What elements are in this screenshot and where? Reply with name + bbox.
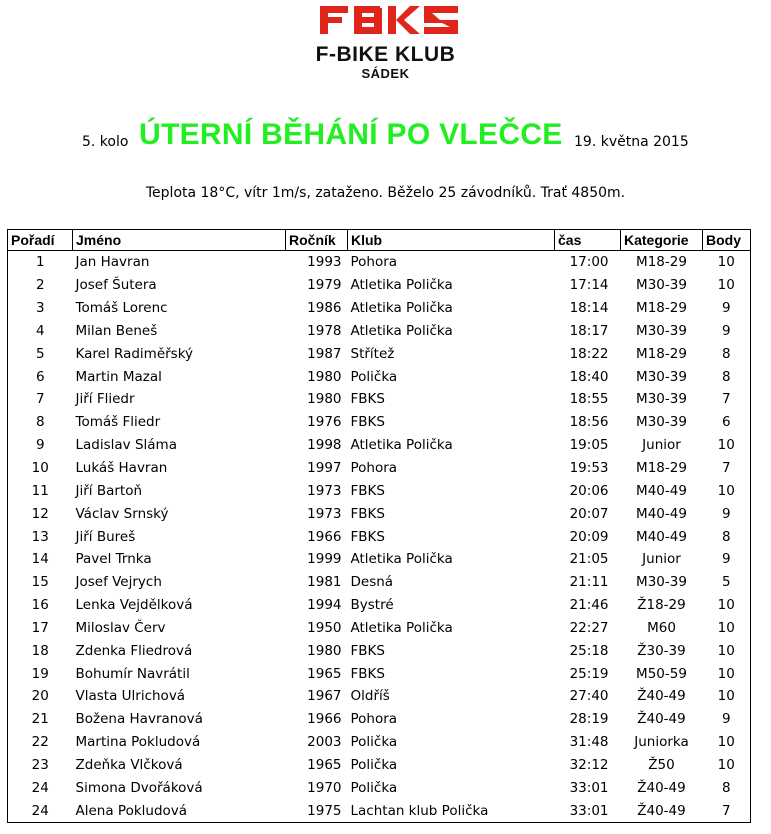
cell-rank: 15 [31,574,49,591]
cell-name: Jiří Bureš [75,528,136,545]
cell-name: Lukáš Havran [75,460,168,477]
cell-time: 25:19 [569,665,609,682]
table-row [8,411,751,434]
cell-name: Tomáš Lorenc [75,300,168,317]
cell-category: Ž50 [648,756,675,773]
cell-rank: 22 [31,734,49,751]
cell-year: 1976 [307,414,342,431]
cell-name: Simona Dvořáková [75,779,203,796]
cell-time: 20:07 [569,505,609,522]
cell-club: Desná [350,574,394,591]
cell-time: 21:11 [569,574,609,591]
cell-time: 20:06 [569,482,609,499]
logo-subtitle: SÁDEK [361,66,410,81]
cell-time: 19:53 [569,460,609,477]
cell-name: Josef Šutera [75,277,157,294]
cell-club: Pohora [350,460,398,477]
cell-points: 8 [721,368,731,385]
cell-category: M18-29 [636,254,687,271]
cell-year: 1986 [307,300,342,317]
cell-club: FBKS [350,642,385,659]
cell-category: Junior [642,437,681,454]
cell-category: Ž18-29 [637,597,686,614]
cell-points: 10 [717,665,735,682]
club-logo [0,0,771,90]
cell-category: M40-49 [636,505,687,522]
column-header-club: Klub [348,230,555,251]
cell-points: 10 [717,597,735,614]
cell-time: 21:05 [569,551,609,568]
cell-year: 1966 [307,528,342,545]
cell-name: Miloslav Červ [75,619,166,636]
cell-year: 1998 [307,437,342,454]
cell-rank: 8 [35,414,45,431]
cell-club: Atletika Polička [350,619,453,636]
table-row [8,617,751,640]
cell-points: 10 [717,756,735,773]
cell-club: Atletika Polička [350,322,453,339]
cell-name: Tomáš Fliedr [75,414,161,431]
cell-points: 7 [721,460,731,477]
cell-rank: 12 [31,505,49,522]
cell-club: Atletika Polička [350,300,453,317]
cell-club: FBKS [350,482,385,499]
cell-name: Karel Radiměřský [75,345,194,362]
cell-category: M30-39 [636,277,687,294]
table-row [8,708,751,731]
cell-rank: 20 [31,688,49,705]
cell-category: M18-29 [636,300,687,317]
cell-rank: 5 [35,345,45,362]
cell-year: 1967 [307,688,342,705]
cell-rank: 14 [31,551,49,568]
cell-category: M50-59 [636,665,687,682]
cell-rank: 1 [35,254,45,271]
cell-rank: 9 [35,437,45,454]
cell-club: Oldříš [350,688,390,705]
column-header-time: čas [555,230,621,251]
cell-time: 18:56 [569,414,609,431]
cell-rank: 24 [31,779,49,796]
cell-category: M18-29 [636,345,687,362]
cell-name: Bohumír Navrátil [75,665,190,682]
cell-rank: 13 [31,528,49,545]
cell-year: 1973 [307,505,342,522]
cell-year: 1997 [307,460,342,477]
cell-category: Ž30-39 [637,642,686,659]
cell-year: 1975 [307,802,342,819]
column-header-category: Kategorie [621,230,703,251]
results-table [7,229,751,823]
cell-category: M30-39 [636,368,687,385]
cell-category: Ž40-49 [637,802,686,819]
cell-time: 18:22 [569,345,609,362]
cell-points: 8 [721,345,731,362]
table-row [8,639,751,662]
table-row [8,525,751,548]
cell-name: Vlasta Ulrichová [75,688,186,705]
table-row [8,685,751,708]
cell-time: 18:40 [569,368,609,385]
cell-name: Zdeňka Vlčková [75,756,183,773]
cell-club: FBKS [350,505,385,522]
cell-rank: 24 [31,802,49,819]
cell-time: 22:27 [569,619,609,636]
cell-name: Zdenka Fliedrová [75,642,193,659]
cell-rank: 4 [35,322,45,339]
cell-time: 18:55 [569,391,609,408]
cell-year: 1950 [307,619,342,636]
cell-club: Polička [350,756,398,773]
cell-rank: 7 [35,391,45,408]
cell-name: Lenka Vejdělková [75,597,193,614]
cell-name: Jiří Fliedr [75,391,135,408]
table-row [8,754,751,777]
cell-rank: 2 [35,277,45,294]
cell-category: M60 [647,619,676,636]
cell-time: 18:14 [569,300,609,317]
cell-rank: 11 [31,482,49,499]
table-row [8,274,751,297]
cell-category: Ž40-49 [637,779,686,796]
cell-category: M30-39 [636,322,687,339]
column-header-points: Body [703,230,751,251]
table-header-row [8,230,751,251]
cell-points: 8 [721,779,731,796]
cell-points: 8 [721,528,731,545]
table-row [8,457,751,480]
cell-club: Atletika Polička [350,551,453,568]
cell-club: Polička [350,779,398,796]
cell-club: Atletika Polička [350,437,453,454]
cell-year: 1965 [307,665,342,682]
cell-year: 1973 [307,482,342,499]
event-date: 19. května 2015 [574,134,689,150]
cell-points: 10 [717,437,735,454]
table-row [8,365,751,388]
cell-club: Lachtan klub Polička [350,802,489,819]
column-header-year: Ročník [286,230,348,251]
cell-year: 1981 [307,574,342,591]
table-row [8,251,751,274]
cell-name: Josef Vejrych [75,574,162,591]
race-conditions: Teplota 18°C, vítr 1m/s, zataženo. Běželo 25 závodníků. Trať 4850m. [145,185,626,201]
cell-year: 1966 [307,711,342,728]
cell-points: 10 [717,688,735,705]
cell-time: 33:01 [569,802,609,819]
cell-points: 10 [717,642,735,659]
cell-points: 10 [717,619,735,636]
table-row [8,502,751,525]
cell-name: Alena Pokludová [75,802,188,819]
table-row [8,594,751,617]
cell-name: Pavel Trnka [75,551,152,568]
cell-category: M30-39 [636,574,687,591]
cell-year: 1978 [307,322,342,339]
cell-rank: 18 [31,642,49,659]
cell-category: M30-39 [636,391,687,408]
cell-name: Jan Havran [75,254,150,271]
cell-time: 20:09 [569,528,609,545]
cell-year: 1993 [307,254,342,271]
cell-year: 1979 [307,277,342,294]
cell-time: 25:18 [569,642,609,659]
page-title: ÚTERNÍ BĚHÁNÍ PO VLEČCE [139,118,563,151]
cell-points: 9 [721,322,731,339]
round-label: 5. kolo [82,134,129,150]
table-row [8,342,751,365]
table-row [8,571,751,594]
table-row [8,320,751,343]
cell-name: Ladislav Sláma [75,437,177,454]
cell-points: 10 [717,277,735,294]
cell-category: Ž40-49 [637,688,686,705]
cell-points: 6 [721,414,731,431]
cell-time: 18:17 [569,322,609,339]
cell-points: 7 [721,802,731,819]
cell-points: 10 [717,482,735,499]
cell-club: Pohora [350,254,398,271]
fbks-logo-mark [318,4,460,36]
cell-year: 1980 [307,642,342,659]
cell-year: 1965 [307,756,342,773]
cell-name: Božena Havranová [75,711,203,728]
cell-points: 7 [721,391,731,408]
cell-points: 9 [721,551,731,568]
cell-club: FBKS [350,414,385,431]
cell-time: 27:40 [569,688,609,705]
cell-points: 10 [717,734,735,751]
logo-letters-icon [320,6,458,34]
cell-club: FBKS [350,665,385,682]
table-row [8,799,751,822]
table-row [8,662,751,685]
table-row [8,297,751,320]
cell-category: M40-49 [636,482,687,499]
column-header-rank: Pořadí [8,230,73,251]
cell-time: 33:01 [569,779,609,796]
cell-club: Polička [350,734,398,751]
cell-name: Václav Srnský [75,505,169,522]
cell-rank: 23 [31,756,49,773]
logo-title: F-BIKE KLUB [315,43,456,66]
cell-name: Jiří Bartoň [75,482,143,499]
table-row [8,388,751,411]
cell-rank: 19 [31,665,49,682]
cell-year: 1987 [307,345,342,362]
results-body [8,251,751,823]
table-row [8,731,751,754]
cell-time: 17:00 [569,254,609,271]
table-row [8,548,751,571]
cell-points: 5 [721,574,731,591]
cell-category: M40-49 [636,528,687,545]
cell-year: 1980 [307,368,342,385]
table-row [8,434,751,457]
cell-club: FBKS [350,528,385,545]
cell-points: 10 [717,254,735,271]
cell-category: M18-29 [636,460,687,477]
cell-club: Atletika Polička [350,277,453,294]
cell-rank: 17 [31,619,49,636]
cell-category: Ž40-49 [637,711,686,728]
cell-name: Martina Pokludová [75,734,201,751]
cell-rank: 21 [31,711,49,728]
cell-club: Pohora [350,711,398,728]
cell-time: 32:12 [569,756,609,773]
cell-year: 1994 [307,597,342,614]
cell-rank: 6 [35,368,45,385]
cell-points: 9 [721,300,731,317]
cell-category: Juniorka [634,734,689,751]
cell-year: 1970 [307,779,342,796]
cell-year: 1980 [307,391,342,408]
cell-time: 31:48 [569,734,609,751]
cell-rank: 16 [31,597,49,614]
cell-time: 17:14 [569,277,609,294]
cell-category: Junior [642,551,681,568]
cell-time: 28:19 [569,711,609,728]
cell-points: 9 [721,711,731,728]
column-header-name: Jméno [73,230,286,251]
cell-time: 21:46 [569,597,609,614]
cell-time: 19:05 [569,437,609,454]
cell-points: 9 [721,505,731,522]
cell-rank: 3 [35,300,45,317]
cell-club: Polička [350,368,398,385]
cell-club: Střítež [350,345,395,362]
cell-club: FBKS [350,391,385,408]
cell-year: 2003 [307,734,342,751]
cell-name: Milan Beneš [75,322,158,339]
cell-year: 1999 [307,551,342,568]
cell-club: Bystré [350,597,394,614]
table-row [8,776,751,799]
cell-rank: 10 [31,460,49,477]
table-row [8,479,751,502]
cell-category: M30-39 [636,414,687,431]
cell-name: Martin Mazal [75,368,162,385]
